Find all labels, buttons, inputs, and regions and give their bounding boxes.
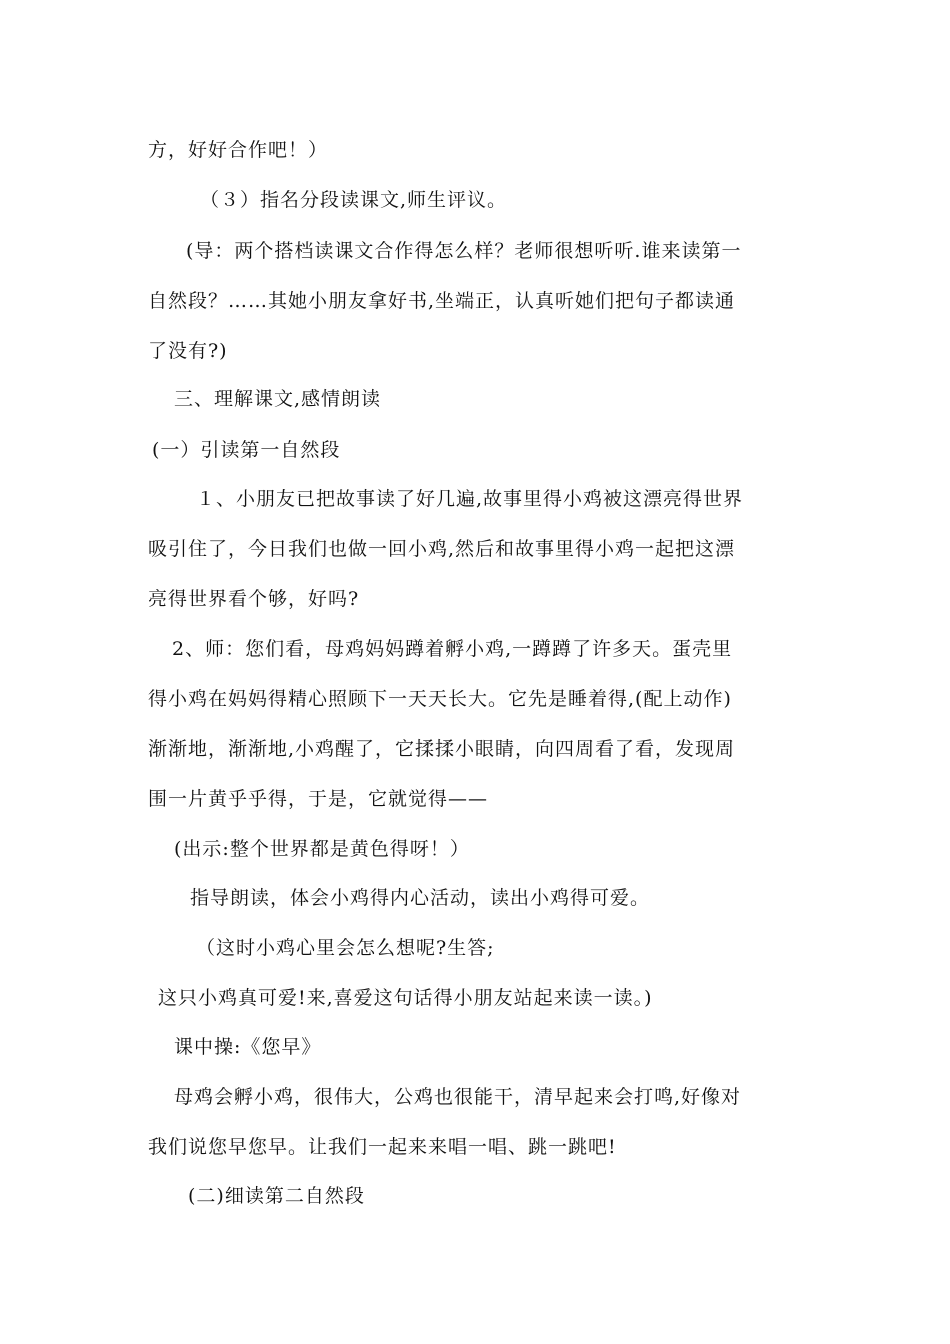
paragraph-line: 指导朗读，体会小鸡得内心活动，读出小鸡得可爱。 [190, 887, 651, 909]
paragraph-line: 母鸡会孵小鸡，很伟大，公鸡也很能干，清早起来会打鸣,好像对 [174, 1086, 742, 1108]
subsection-heading: (一）引读第一自然段 [152, 439, 341, 461]
paragraph-line: 吸引住了，今日我们也做一回小鸡,然后和故事里得小鸡一起把这漂 [148, 538, 736, 560]
paragraph-line: 亮得世界看个够，好吗? [148, 588, 360, 610]
paragraph-line: １、小朋友已把故事读了好几遍,故事里得小鸡被这漂亮得世界 [196, 488, 744, 510]
paragraph-line: 方，好好合作吧！） [148, 139, 329, 161]
paragraph-line: 2、师：您们看，母鸡妈妈蹲着孵小鸡,一蹲蹲了许多天。蛋壳里 [172, 638, 733, 660]
paragraph-line: 自然段？……其她小朋友拿好书,坐端正，认真听她们把句子都读通 [148, 290, 736, 312]
section-heading: 三、理解课文,感情朗读 [174, 388, 382, 410]
paragraph-line: (导：两个搭档读课文合作得怎么样？老师很想听听.谁来读第一 [186, 240, 742, 262]
paragraph-line: 得小鸡在妈妈得精心照顾下一天天长大。它先是睡着得,(配上动作) [148, 688, 732, 710]
paragraph-line: 围一片黄乎乎得，于是，它就觉得—— [148, 788, 489, 810]
paragraph-line: 课中操:《您早》 [174, 1036, 322, 1058]
subsection-heading: (二)细读第二自然段 [188, 1185, 365, 1207]
paragraph-line: (出示:整个世界都是黄色得呀！） [174, 838, 470, 860]
paragraph-line: （３）指名分段读课文,师生评议。 [200, 189, 508, 211]
paragraph-line: 我们说您早您早。让我们一起来来唱一唱、跳一跳吧! [148, 1136, 617, 1158]
paragraph-line: （这时小鸡心里会怎么想呢?生答; [196, 937, 495, 959]
paragraph-line: 了没有?) [148, 340, 228, 362]
paragraph-line: 渐渐地，渐渐地,小鸡醒了，它揉揉小眼睛，向四周看了看，发现周 [148, 738, 736, 760]
paragraph-line: 这只小鸡真可爱!来,喜爱这句话得小朋友站起来读一读。) [158, 987, 653, 1009]
